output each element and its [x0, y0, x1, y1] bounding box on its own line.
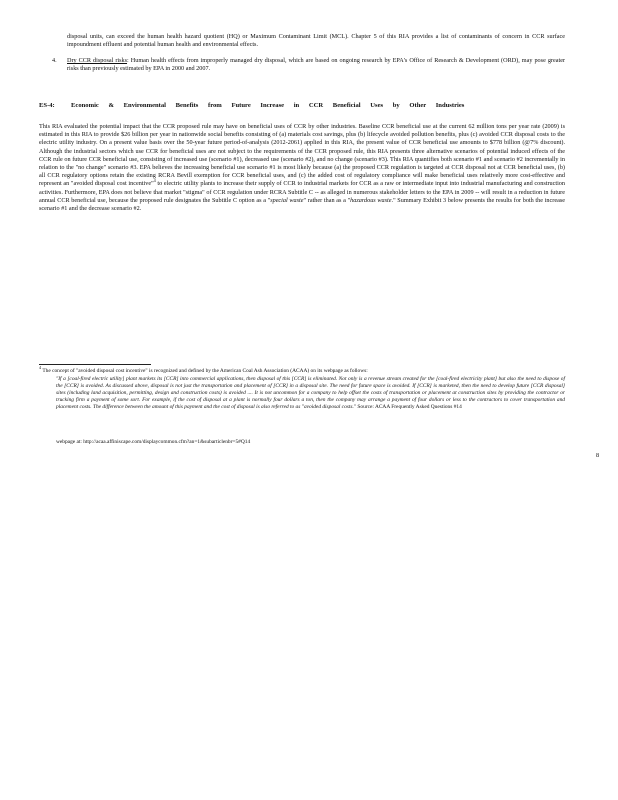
page-number: 8 [596, 452, 600, 459]
footnote-source: Source: ACAA Frequently Asked Questions #14 [356, 404, 462, 411]
main-text-italic-special-waste: special waste [270, 196, 304, 204]
footnote-lead-text: The concept of "avoided disposal cost incentive" is recognized and defined by the American Coal Ash Association (ACAA) on its webpage as follows: [41, 368, 368, 374]
list-item-rest: : Human health effects from improperly managed dry disposal, which are based on ongoing research by EPA's Office of Research & Development (ORD), may pose greater risks than previously estimated by EPA in 2000 and 2007. [67, 57, 565, 73]
footnote-marker: 4 [39, 365, 42, 371]
footnote-lead [39, 365, 565, 375]
list-item-number: 4. [52, 57, 57, 64]
main-text-part3: " rather than as a " [303, 196, 351, 204]
footnote-divider [39, 364, 151, 365]
intro-paragraph: disposal units, can exceed the human health hazard quotient (HQ) or Maximum Contaminant Limit (MCL). Chapter 5 of this RIA provides a list of contaminants of concern in CCR surface impoundment effluent and potential human health and environmental effects. [67, 33, 565, 49]
section-heading [39, 101, 565, 110]
main-text-part4: ." Summary Exhibit 3 below presents the results for both the increase scenario #1 and the decrease scenario #2. [39, 196, 565, 213]
footnote-reference: 4 [153, 178, 156, 184]
section-title: Economic & Environmental Benefits from Future Increase in CCR Beneficial Uses by Other Industries [71, 102, 465, 109]
footnote-quote [56, 376, 565, 411]
main-paragraph [39, 123, 565, 213]
footnote-quote-text: "If a [coal-fired electric utility] plant markets its [CCR] into commercial applications, then disposal of this [CCR] is eliminated. Not only is a revenue stream created for the [coal-fired electricity plant] but also the need to dispose of the [CCR] is avoided. As discussed above, disposal is not just the transportation and placement of [CCR] in a disposal site. The need for future space is avoided. If [CCR] is marketed, then the need to develop future [CCR disposal] sites (including land acquisition, permitting, design and construction costs) is avoided .... It is not uncommon for a company to help offset the costs of transportation or placement at construction sites by providing the contractor or trucking firm a payment of some sort. For example, if the cost of disposal at a plant is normally four dollars a ton, then the company may arrange a payment of four dollars or less to the contractors to cover transportation and placement costs. The difference between the amount of this payment and the cost of disposal is also referred to as "avoided disposal costs." [56, 376, 565, 411]
main-text-part1: This RIA evaluated the potential impact that the CCR proposed rule may have on beneficial uses of CCR by other industries. Baseline CCR beneficial use at the current 62 million tons per year rate (2009) is estimated in this RIA to provide $26 billion per year in nationwide social benefits consisting of (a) materials cost savings, plus (b) lifecycle avoided pollution benefits, plus (c) avoided CCR disposal costs to the electric utility industry. On a present value basis over the 50-year future period-of-analysis (2012-2061) applied in this RIA, the present value of CCR beneficial use amounts to $778 billion (@7% discount). Although the industrial sectors which use CCR for beneficial uses are not subject to the requirements of the CCR proposed rule, this RIA presents three alternative scenarios of potential induced effects of the CCR rule on future CCR beneficial use, consisting of increased use (scenario #1), decreased use (scenario #2), and no change (scenario #3). This RIA quantifies both scenario #1 and scenario #2 incrementally in relation to the "no change" scenario #3. EPA believes the increasing beneficial use scenario #1 is most likely because (a) the proposed CCR regulation is targeted at CCR disposal not at CCR beneficial uses, (b) all CCR regulatory options retain the existing RCRA Bevill exemption for CCR beneficial uses, and (c) the added cost of regulatory compliance will make beneficial uses relatively more cost-effective and represent an "avoided disposal cost incentive" [39, 123, 565, 188]
footnote-webpage-link[interactable]: webpage at: http://acaa.affiniscape.com/displaycommon.cfm?an=1&subarticlenbr=5#Q14 [56, 439, 251, 445]
section-number: ES-4: [39, 102, 55, 109]
main-text-part2: to electric utility plants to increase their supply of CCR to industrial markets for CCR as a raw or intermediate input into industrial manufacturing and construction activities. Furthermore, EPA does not believe that market "stigma" of CCR regulation under RCRA Subtitle C -- as alleged in numerous stakeholder letters to the EPA in 2009 -- will result in a reduction in future annual CCR beneficial use, because the proposed rule designates the Subtitle C option as a " [39, 180, 565, 204]
main-text-italic-hazardous-waste: hazardous waste [350, 196, 392, 204]
list-item-underlined: Dry CCR disposal risks [67, 57, 128, 64]
list-item-text [67, 57, 565, 73]
